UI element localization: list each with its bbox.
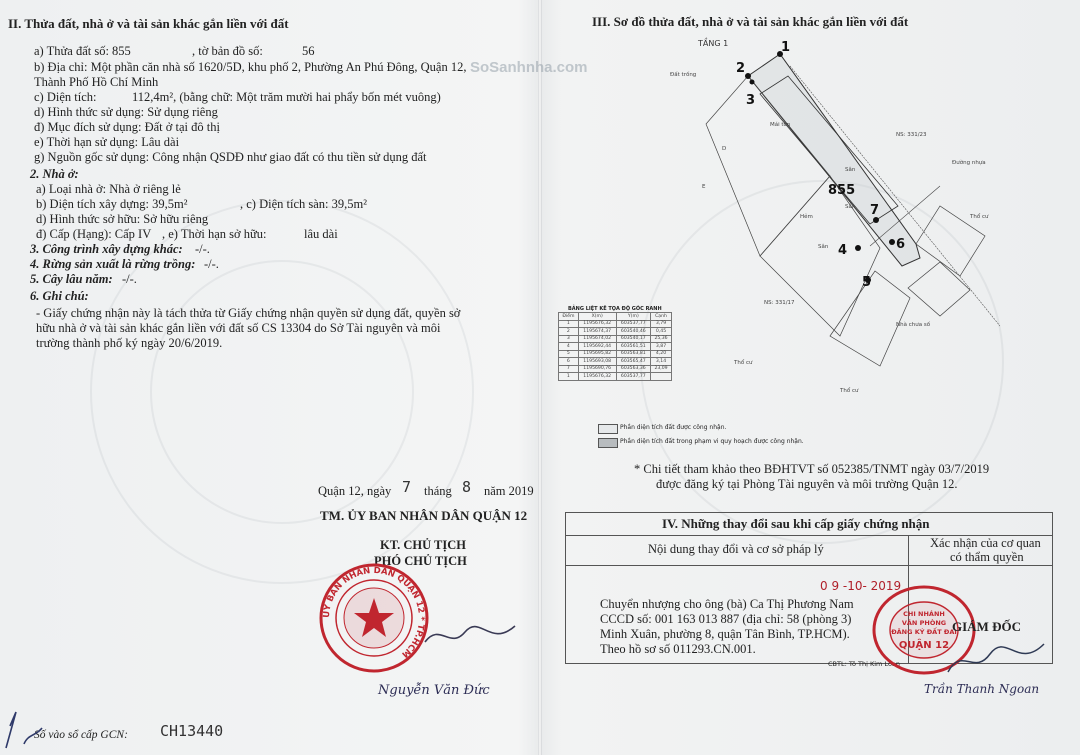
coords-header-row	[559, 313, 672, 321]
label-hem: Hẻm	[800, 214, 813, 220]
issuing-authority: TM. ỦY BAN NHÂN DÂN QUẬN 12	[320, 508, 528, 523]
area-label: c) Diện tích:	[34, 90, 97, 104]
page-fold	[538, 0, 542, 755]
change-line-4: Theo hồ sơ số 011293.CN.001.	[600, 642, 756, 656]
label-tho-cu-1: Thổ cư	[734, 360, 753, 366]
section-3-title: III. Sơ đồ thửa đất, nhà ở và tài sản khác gắn liền với đất	[592, 14, 909, 29]
legend-swatch-planning	[598, 438, 618, 448]
issue-place: Quận 12, ngày	[318, 484, 392, 498]
address-line-2: Thành Phố Hồ Chí Minh	[34, 75, 159, 89]
table-row: 5 1195695,82 603563,81 4,20	[559, 350, 672, 358]
change-line-2: CCCD số: 001 163 013 887 (địa chỉ: 58 (phòng 3)	[600, 612, 852, 626]
perennial-label: 5. Cây lâu năm:	[30, 272, 113, 286]
issue-year: năm 2019	[484, 484, 534, 498]
house-title: 2. Nhà ở:	[30, 167, 79, 181]
table-row: 6 1195693,08 603565,47 3,14	[559, 358, 672, 366]
changes-col-content: Nội dung thay đổi và cơ sở pháp lý	[648, 542, 824, 556]
label-point-e: E	[702, 184, 706, 190]
label-duong-nhua: Đường nhựa	[952, 160, 986, 166]
coords-head-x: X(m)	[578, 313, 616, 321]
signer-name: Nguyễn Văn Đức	[378, 683, 490, 698]
other-works-value: -/-.	[195, 242, 210, 256]
house-grade: đ) Cấp (Hạng): Cấp IV	[36, 227, 152, 241]
table-row: 1 1195676,32 603537,77	[559, 373, 672, 381]
label-point-d: D	[722, 146, 727, 152]
registry-value: CH13440	[160, 722, 224, 740]
issue-month: 8	[462, 478, 472, 496]
corner-scribble	[0, 704, 50, 754]
parcel-sketch	[640, 36, 1000, 416]
marker-4: 4	[838, 243, 848, 258]
area-value: 112,4m², (bằng chữ: Một trăm mười hai phẩy bốn mét vuông)	[132, 90, 441, 104]
signature-scribble-right	[940, 636, 1050, 680]
change-line-3: Minh Xuân, phường 8, quận Tân Bình, TP.HCM).	[600, 627, 850, 641]
coords-head-y: Y(m)	[616, 313, 650, 321]
forest-value: -/-.	[204, 257, 219, 271]
forest-label: 4. Rừng sản xuất là rừng trồng:	[30, 257, 196, 271]
perennial-value: -/-.	[122, 272, 137, 286]
seal-right-line-1: CHI NHÁNH	[903, 610, 945, 618]
map-sheet-label: , tờ bản đồ số:	[192, 44, 263, 58]
seal-right-line-2: VĂN PHÒNG	[901, 619, 947, 627]
label-tho-cu-2: Thổ cư	[840, 388, 859, 394]
legend-recognized: Phần diện tích đất được công nhận.	[620, 424, 727, 431]
marker-6: 6	[896, 237, 906, 252]
table-row: 7 1195690,76 603563,36 23,09	[559, 365, 672, 373]
marker-1: 1	[781, 40, 791, 55]
house-floor-area: , c) Diện tích sàn: 39,5m²	[240, 197, 367, 211]
reference-line-1: * Chi tiết tham khảo theo BĐHTVT số 052385/TNMT ngày 03/7/2019	[634, 462, 990, 476]
director-name: Trần Thanh Ngoan	[924, 682, 1040, 696]
marker-7: 7	[870, 203, 880, 218]
director-title: GIÁM ĐỐC	[952, 619, 1021, 634]
change-line-1: Chuyển nhượng cho ông (bà) Ca Thị Phương Nam	[600, 597, 854, 611]
house-own-term: lâu dài	[304, 227, 338, 241]
table-row: 4 1195692,44 603561,51 3,87	[559, 343, 672, 351]
reference-line-2: được đăng ký tại Phòng Tài nguyên và môi trường Quận 12.	[656, 477, 958, 491]
seal-right-line-4: QUẬN 12	[898, 640, 950, 651]
issue-day: 7	[402, 478, 412, 496]
usage-term: e) Thời hạn sử dụng: Lâu dài	[34, 135, 180, 149]
house-build-area: b) Diện tích xây dựng: 39,5m²	[36, 197, 188, 211]
watermark-logo: SoSanhnha.com	[470, 59, 588, 76]
coordinate-table	[558, 312, 672, 381]
parcel-number: a) Thửa đất số: 855	[34, 44, 131, 58]
map-sheet-number: 56	[302, 44, 315, 58]
house-own-form: d) Hình thức sở hữu: Sở hữu riêng	[36, 212, 209, 226]
seal-right-line-3: ĐĂNG KÝ ĐẤT ĐAI	[891, 628, 957, 636]
changes-title: IV. Những thay đổi sau khi cấp giấy chứng nhận	[662, 516, 930, 531]
note-line-3: trường thành phố ký ngày 20/6/2019.	[36, 336, 223, 350]
legend-planning: Phần diện tích đất trong phạm vi quy hoạch được công nhận.	[620, 438, 804, 445]
note-line-2: hữu nhà ở và tài sản khác gắn liền với đất số CS 13304 do Sở Tài nguyên và môi	[36, 321, 441, 335]
label-dat-trong: Đất trống	[670, 72, 697, 78]
marker-3: 3	[746, 93, 756, 108]
label-san-2: Sân	[845, 204, 856, 210]
note-title: 6. Ghi chú:	[30, 289, 89, 303]
usage-purpose: đ) Mục đích sử dụng: Đất ở tại đô thị	[34, 120, 220, 134]
coords-table-title: BẢNG LIỆT KÊ TỌA ĐỘ GÓC RANH	[568, 306, 662, 312]
issue-month-label: tháng	[424, 484, 452, 498]
coords-head-point: Điểm	[559, 313, 579, 321]
note-line-1: - Giấy chứng nhận này là tách thửa từ Giấy chứng nhận quyền sử dụng đất, quyền sở	[36, 306, 461, 320]
label-ns-a: NS: 331/23	[896, 132, 927, 138]
deputy-title-1: KT. CHỦ TỊCH	[380, 538, 467, 552]
marker-2: 2	[736, 61, 746, 76]
usage-form: d) Hình thức sử dụng: Sử dụng riêng	[34, 105, 218, 119]
table-row: 2 1195674,37 603540,46 0,45	[559, 328, 672, 336]
legend-swatch-recognized	[598, 424, 618, 434]
usage-origin: g) Nguồn gốc sử dụng: Công nhận QSDĐ như giao đất có thu tiền sử dụng đất	[34, 150, 427, 164]
deputy-title-2: PHÓ CHỦ TỊCH	[374, 554, 467, 568]
changes-col-confirm-2: có thẩm quyền	[950, 550, 1024, 564]
label-san-3: Sân	[818, 244, 829, 250]
coords-head-edge: Cạnh	[651, 313, 672, 321]
house-type: a) Loại nhà ở: Nhà ở riêng lẻ	[36, 182, 181, 196]
address-line-1: b) Địa chỉ: Một phần căn nhà số 1620/5D, khu phố 2, Phường An Phú Đông, Quận 12,	[34, 60, 467, 74]
table-row: 1 1195676,32 603537,77 3,79	[559, 320, 672, 328]
other-works-label: 3. Công trình xây dựng khác:	[30, 242, 183, 256]
house-own-term-label: , e) Thời hạn sở hữu:	[162, 227, 267, 241]
label-san-1: Sân	[845, 167, 856, 173]
label-ns-b: NS: 331/17	[764, 300, 795, 306]
signature-scribble-left	[420, 620, 520, 654]
parcel-number-label: 855	[828, 183, 856, 198]
seal-people-committee	[318, 562, 430, 674]
table-row: 3 1195674,02 603540,17 25,36	[559, 335, 672, 343]
marker-5: 5	[862, 275, 872, 290]
label-tho-cu-3: Thổ cư	[970, 214, 989, 220]
label-nha-chua-so: Nhà chưa số	[896, 322, 931, 328]
change-date: 0 9 -10- 2019	[820, 579, 902, 593]
officer-note: CBTL: Tô Thị Kim Loan	[828, 660, 901, 668]
floor-label: TẦNG 1	[698, 39, 729, 48]
seal-ring-text: ỦY BAN NHÂN DÂN QUẬN 12 * TP.HCM	[321, 565, 427, 660]
label-mai-ton: Mái tôn	[770, 122, 791, 128]
changes-col-confirm-1: Xác nhận của cơ quan	[930, 536, 1041, 550]
section-2-title: II. Thửa đất, nhà ở và tài sản khác gắn liền với đất	[8, 16, 289, 31]
registry-label: Số vào sổ cấp GCN:	[34, 729, 128, 741]
